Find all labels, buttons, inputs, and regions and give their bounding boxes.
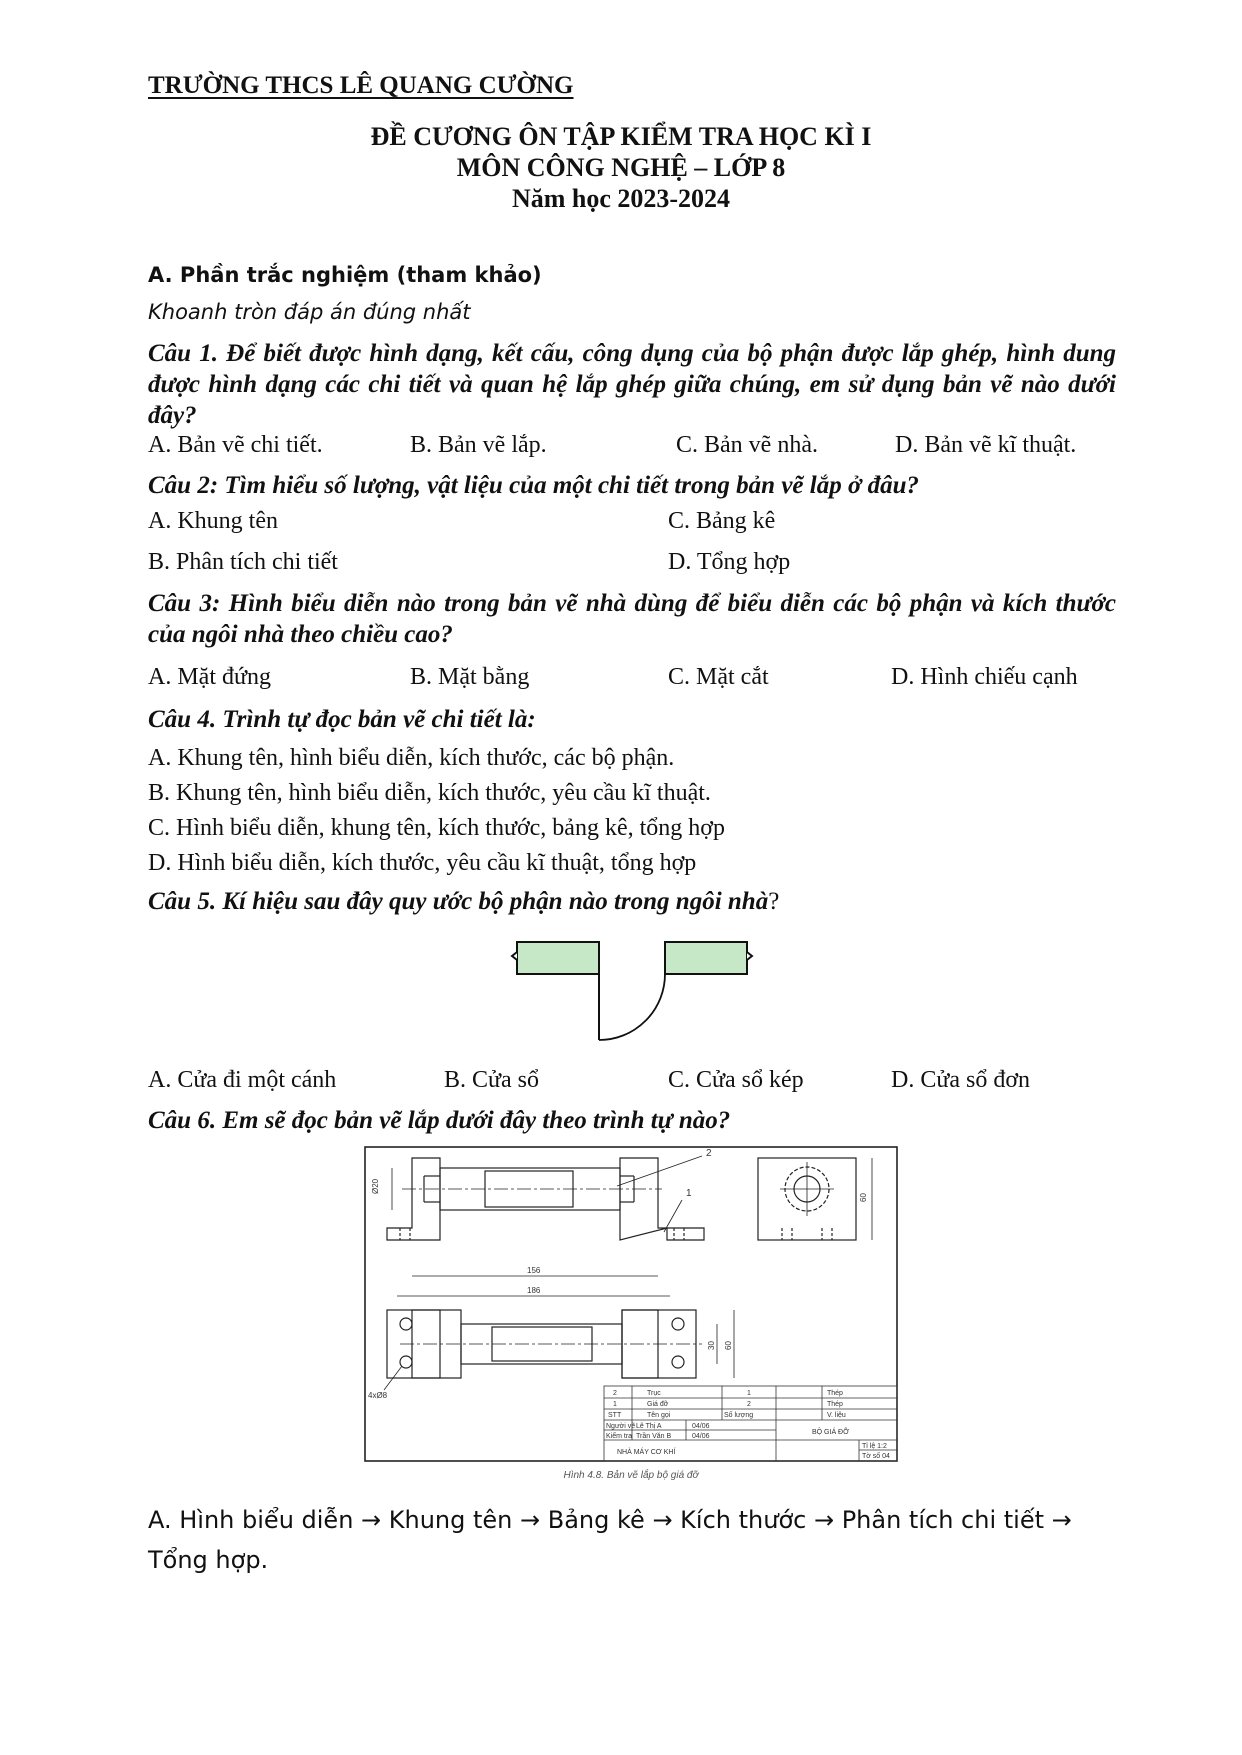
question-2: Câu 2: Tìm hiểu số lượng, vật liệu của một chi tiết trong bản vẽ lắp ở đâu? [148, 472, 920, 499]
tb-checked-label: Kiểm tra [606, 1433, 633, 1440]
q4-option-c[interactable]: C. Hình biểu diễn, khung tên, kích thước, bảng kê, tổng hợp [148, 815, 725, 841]
tb-r2-mat: Thép [827, 1401, 843, 1408]
tb-drawn-label: Người vẽ [606, 1423, 636, 1430]
drawing-frame [365, 1147, 897, 1461]
door-swing-arc [599, 974, 665, 1040]
part-label-1: 1 [686, 1188, 692, 1199]
right-break-line [747, 942, 752, 974]
tb-drawn-by: Lê Thị A [636, 1423, 662, 1430]
q4-option-b[interactable]: B. Khung tên, hình biểu diễn, kích thước, yêu cầu kĩ thuật. [148, 780, 711, 806]
tb-company: NHÀ MÁY CƠ KHÍ [617, 1449, 676, 1456]
tb-checked-date: 04/06 [692, 1433, 710, 1440]
tb-h-name: Tên gọi [647, 1412, 671, 1419]
question-5 [148, 886, 1116, 917]
drawing-caption: Hình 4.8. Bản vẽ lắp bộ giá đỡ [563, 1470, 699, 1481]
tb-drawn-date: 04/06 [692, 1423, 710, 1430]
q5-option-b[interactable]: B. Cửa sổ [444, 1067, 540, 1093]
subject-title: MÔN CÔNG NGHỆ – LỚP 8 [456, 153, 786, 182]
question-6: Câu 6. Em sẽ đọc bản vẽ lắp dưới đây theo trình tự nào? [148, 1107, 731, 1134]
school-name: TRƯỜNG THCS LÊ QUANG CƯỜNG [148, 72, 574, 99]
tb-r1-mat: Thép [827, 1390, 843, 1397]
q2-option-c[interactable]: C. Bảng kê [668, 508, 776, 534]
tb-r2-qty: 2 [747, 1401, 751, 1408]
left-wall [517, 942, 599, 974]
question-4: Câu 4. Trình tự đọc bản vẽ chi tiết là: [148, 706, 536, 733]
dim-60b: 60 [724, 1341, 733, 1350]
question-5-text: Câu 5. Kí hiệu sau đây quy ước bộ phận nào trong ngôi nhà [148, 888, 769, 915]
dim-156: 156 [527, 1266, 541, 1275]
q5-option-d[interactable]: D. Cửa sổ đơn [891, 1067, 1031, 1093]
q4-option-d[interactable]: D. Hình biểu diễn, kích thước, yêu cầu kĩ thuật, tổng hợp [148, 850, 697, 876]
dim-holes: 4xØ8 [368, 1391, 388, 1400]
tb-r1-qty: 1 [747, 1390, 751, 1397]
tb-scale: Tỉ lệ 1:2 [862, 1443, 887, 1450]
q3-option-a[interactable]: A. Mặt đứng [148, 664, 271, 690]
section-heading: A. Phần trắc nghiệm (tham khảo) [148, 263, 542, 287]
q5-option-a[interactable]: A. Cửa đi một cánh [148, 1067, 337, 1093]
dim-d20: Ø20 [371, 1178, 380, 1194]
tb-h-qty: Số lượng [724, 1412, 754, 1419]
right-wall [665, 942, 747, 974]
q3-option-b[interactable]: B. Mặt bằng [410, 664, 530, 690]
tb-r1-name: Trục [647, 1390, 661, 1397]
tb-sheet: Tờ số 04 [862, 1453, 890, 1460]
q5-option-c[interactable]: C. Cửa sổ kép [668, 1067, 804, 1093]
question-3: Câu 3: Hình biểu diễn nào trong bản vẽ nhà dùng để biểu diễn các bộ phận và kích thước của ngôi nhà theo chiều cao? [148, 590, 1116, 648]
left-break-line [512, 942, 517, 974]
question-1: Câu 1. Để biết được hình dạng, kết cấu, công dụng của bộ phận được lắp ghép, hình dung được hình dạng các chi tiết và quan hệ lắp ghép giữa chúng, em sử dụng bản vẽ nào dưới đây? [148, 340, 1116, 429]
outline-title: ĐỀ CƯƠNG ÔN TẬP KIỂM TRA HỌC KÌ I [370, 122, 872, 151]
dim-60: 60 [859, 1193, 868, 1202]
dim-186: 186 [527, 1286, 541, 1295]
q1-option-a[interactable]: A. Bản vẽ chi tiết. [148, 432, 323, 458]
q2-option-b[interactable]: B. Phân tích chi tiết [148, 549, 338, 575]
q6-option-a[interactable]: A. Hình biểu diễn → Khung tên → Bảng kê → Kích thước → Phân tích chi tiết → Tổng hợp. [148, 1506, 1072, 1574]
tb-r2-stt: 1 [613, 1401, 617, 1408]
tb-r1-stt: 2 [613, 1390, 617, 1397]
tb-assembly-name: BỘ GIÁ ĐỠ [812, 1429, 850, 1436]
question-5-mark: ? [768, 888, 780, 915]
q3-option-d[interactable]: D. Hình chiếu cạnh [891, 664, 1078, 690]
q2-option-a[interactable]: A. Khung tên [148, 508, 278, 534]
dim-30: 30 [707, 1341, 716, 1350]
q4-option-a[interactable]: A. Khung tên, hình biểu diễn, kích thước, các bộ phận. [148, 745, 675, 771]
q1-option-d[interactable]: D. Bản vẽ kĩ thuật. [895, 432, 1077, 458]
part-label-2: 2 [706, 1148, 712, 1159]
tb-r2-name: Giá đỡ [647, 1401, 669, 1408]
tb-h-stt: STT [608, 1412, 622, 1419]
section-instruction: Khoanh tròn đáp án đúng nhất [148, 300, 471, 324]
q3-option-c[interactable]: C. Mặt cắt [668, 664, 769, 690]
tb-checked-by: Trần Văn B [636, 1433, 672, 1440]
school-year: Năm học 2023-2024 [511, 184, 731, 213]
q1-option-c[interactable]: C. Bản vẽ nhà. [676, 432, 818, 458]
tb-h-mat: V. liệu [827, 1412, 846, 1419]
q2-option-d[interactable]: D. Tổng hợp [668, 549, 791, 575]
door-symbol [505, 930, 765, 1048]
q1-option-b[interactable]: B. Bản vẽ lắp. [410, 432, 547, 458]
assembly-drawing [362, 1144, 900, 1484]
